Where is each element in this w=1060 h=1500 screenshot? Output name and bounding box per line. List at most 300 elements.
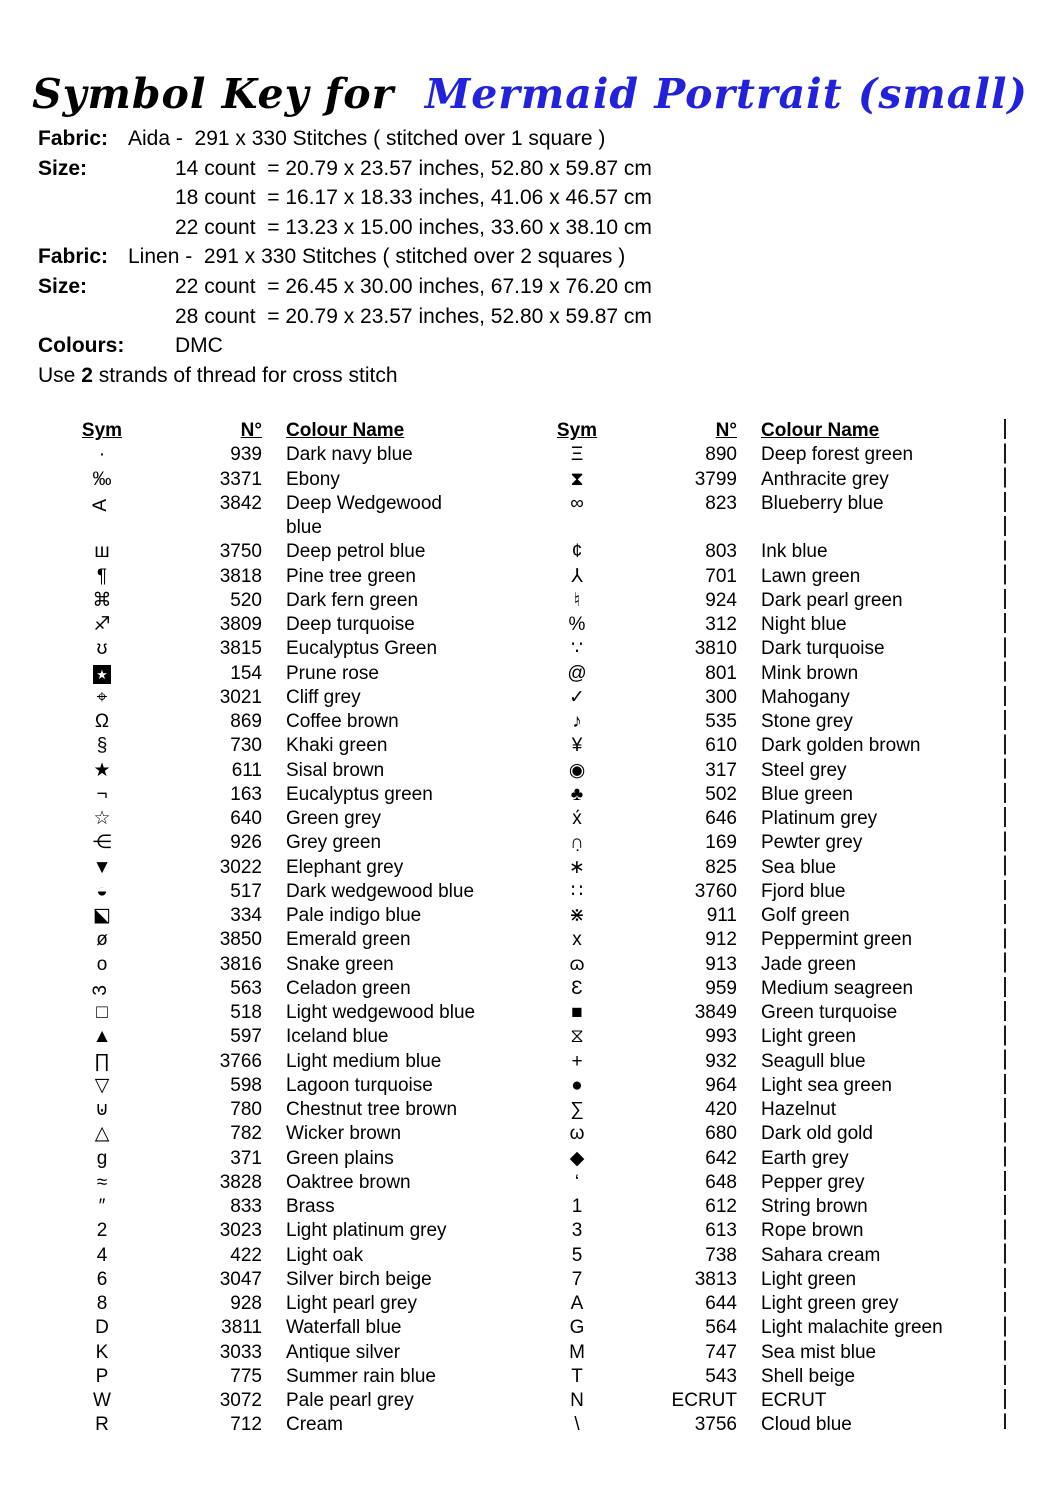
colour-name-cell: Light green grey xyxy=(761,1293,899,1314)
stitch-symbol-glyph: ∷ xyxy=(570,880,584,902)
dmc-number-cell: 300 xyxy=(705,686,737,708)
table-row xyxy=(62,953,536,977)
table-row xyxy=(62,783,536,807)
stitch-symbol-glyph: @ xyxy=(567,662,587,684)
symbol-cell xyxy=(537,831,617,855)
table-row xyxy=(537,783,1007,807)
table-row xyxy=(62,492,536,541)
colour-name-cell: Stone grey xyxy=(761,711,853,732)
symbol-cell xyxy=(62,831,142,855)
colour-name-cell: Light platinum grey xyxy=(286,1220,447,1242)
symbol-cell xyxy=(537,1413,617,1437)
info-line xyxy=(38,361,652,391)
symbol-cell xyxy=(62,1365,142,1389)
colour-name-cell: Light medium blue xyxy=(286,1050,442,1072)
table-row xyxy=(62,468,536,492)
dmc-number-cell: 803 xyxy=(705,541,737,563)
dmc-number-cell: 169 xyxy=(705,832,737,854)
table-row xyxy=(537,1074,1007,1098)
symbol-cell xyxy=(537,613,617,637)
stitch-symbol-glyph: M xyxy=(569,1341,585,1363)
symbol-cell xyxy=(537,1316,617,1340)
table-row xyxy=(537,1389,1007,1413)
dmc-number-cell: 3811 xyxy=(221,1317,262,1339)
info-line xyxy=(38,331,652,361)
stitch-symbol-glyph: ◉ xyxy=(568,759,586,781)
dmc-number-cell: 610 xyxy=(705,735,737,757)
stitch-symbol-glyph: 2 xyxy=(96,1220,108,1242)
stitch-symbol-glyph: □ xyxy=(96,1002,108,1023)
dmc-number-cell: 3850 xyxy=(219,929,262,951)
dmc-number-cell: 701 xyxy=(705,565,737,587)
symbol-cell xyxy=(62,1292,142,1316)
symbol-cell xyxy=(62,807,142,831)
dmc-number-cell: 154 xyxy=(230,662,262,684)
colour-name-cell: Cliff grey xyxy=(286,686,361,708)
stitch-symbol-glyph: o xyxy=(96,953,108,975)
stitch-symbol-glyph: g xyxy=(96,1147,108,1169)
dmc-number-cell: 3047 xyxy=(219,1268,262,1290)
header-num: N° xyxy=(240,420,262,441)
info-line xyxy=(38,213,652,243)
table-row xyxy=(537,540,1007,564)
symbol-cell xyxy=(537,904,617,928)
stitch-symbol-glyph: ▲ xyxy=(92,1026,112,1048)
colour-name-cell: Silver birch beige xyxy=(286,1268,432,1290)
symbol-cell xyxy=(537,856,617,880)
info-text: 14 count = 20.79 x 23.57 inches, 52.80 x 59.87 cm xyxy=(175,156,652,180)
stitch-symbol-glyph: ∗ xyxy=(569,856,585,878)
symbol-table-left-column xyxy=(62,419,536,1438)
symbol-cell xyxy=(537,686,617,710)
symbol-cell xyxy=(537,1219,617,1243)
colour-name-cell: Brass xyxy=(286,1196,335,1217)
info-text xyxy=(38,361,398,391)
colour-name-cell: Pale pearl grey xyxy=(286,1390,414,1411)
stitch-symbol-glyph: 7 xyxy=(571,1268,583,1290)
dmc-number-cell: 644 xyxy=(705,1293,737,1314)
dmc-number-cell: 775 xyxy=(230,1365,262,1387)
info-text: 22 count = 13.23 x 15.00 inches, 33.60 x 38.10 cm xyxy=(175,215,652,239)
stitch-symbol-glyph: \ xyxy=(574,1414,580,1436)
info-label: Size: xyxy=(38,274,88,298)
stitch-symbol-glyph: ★ xyxy=(93,759,111,781)
dmc-number-cell: 3371 xyxy=(219,468,262,490)
colour-name-cell: Golf green xyxy=(761,905,850,926)
stitch-symbol-glyph: ☆ xyxy=(93,808,111,829)
symbol-cell xyxy=(537,1074,617,1098)
symbol-cell xyxy=(62,1074,142,1098)
stitch-symbol-glyph: ø xyxy=(96,929,108,951)
stitch-symbol-glyph: ω xyxy=(569,1123,585,1145)
table-row xyxy=(537,1341,1007,1365)
header-sym: Sym xyxy=(81,420,123,441)
dmc-number-cell: 3760 xyxy=(694,880,737,902)
table-row xyxy=(62,540,536,564)
info-text: DMC xyxy=(175,334,223,358)
symbol-cell xyxy=(62,1147,142,1171)
table-row xyxy=(537,565,1007,589)
symbol-cell xyxy=(62,904,142,928)
stitch-symbol-glyph: ♪ xyxy=(572,711,582,732)
symbol-cell xyxy=(62,783,142,807)
dmc-number-cell: 163 xyxy=(230,783,262,805)
dmc-number-cell: 371 xyxy=(230,1147,262,1169)
table-row xyxy=(537,1050,1007,1074)
info-line xyxy=(38,124,652,154)
dmc-number-cell: 747 xyxy=(705,1341,737,1363)
dmc-number-cell: 520 xyxy=(230,589,262,611)
symbol-cell xyxy=(62,953,142,977)
stitch-symbol-glyph: § xyxy=(96,735,108,757)
colour-name-cell: Steel grey xyxy=(761,759,847,781)
symbol-cell xyxy=(62,710,142,734)
table-row xyxy=(537,686,1007,710)
dmc-number-cell: 543 xyxy=(705,1365,737,1387)
colour-name-cell: Coffee brown xyxy=(286,711,399,732)
dmc-number-cell: 3813 xyxy=(694,1268,737,1290)
info-label: Fabric: xyxy=(38,127,109,150)
table-row xyxy=(62,637,536,661)
stitch-symbol-glyph: ◪ xyxy=(93,905,111,926)
colour-name-cell: Prune rose xyxy=(286,662,379,684)
symbol-cell xyxy=(537,468,617,492)
table-row xyxy=(62,1195,536,1219)
dmc-number-cell: 890 xyxy=(705,444,737,466)
symbol-cell xyxy=(62,1244,142,1268)
table-row xyxy=(62,831,536,855)
dmc-number-cell: 3023 xyxy=(219,1220,262,1242)
table-row xyxy=(62,928,536,952)
colour-name-cell: Light pearl grey xyxy=(286,1293,417,1314)
symbol-cell xyxy=(62,1025,142,1049)
colour-name-cell: Sahara cream xyxy=(761,1244,881,1266)
colour-name-cell: Jade green xyxy=(761,953,857,975)
dmc-number-cell: 3799 xyxy=(694,468,737,490)
stitch-symbol-glyph: ∞ xyxy=(570,492,584,514)
dmc-number-cell: 680 xyxy=(705,1123,737,1145)
dmc-number-cell: 869 xyxy=(230,711,262,732)
table-row xyxy=(537,443,1007,467)
colour-name-cell: Anthracite grey xyxy=(761,468,889,490)
table-row xyxy=(62,589,536,613)
dmc-number-cell: ECRUT xyxy=(671,1390,737,1411)
colour-name-cell: Light green xyxy=(761,1268,857,1290)
table-row xyxy=(537,710,1007,734)
stitch-symbol-glyph: Ɛ xyxy=(571,977,583,999)
colour-name-cell: Iceland blue xyxy=(286,1026,389,1048)
colour-name-cell: Emerald green xyxy=(286,929,411,951)
colour-name-cell: Pepper grey xyxy=(761,1171,865,1193)
colour-name-cell: Summer rain blue xyxy=(286,1365,436,1387)
dmc-number-cell: 964 xyxy=(705,1074,737,1096)
stitch-symbol-glyph: ✓ xyxy=(569,686,585,708)
dmc-number-cell: 782 xyxy=(230,1123,262,1145)
symbol-cell xyxy=(62,443,142,467)
colour-name-cell: Green plains xyxy=(286,1147,394,1169)
colour-name-wrapped: Deep Wedgewood blue xyxy=(286,492,442,538)
table-row xyxy=(62,1244,536,1268)
colour-name-cell: Pewter grey xyxy=(761,832,863,854)
symbol-cell xyxy=(537,516,617,540)
dmc-number-cell: 3815 xyxy=(219,638,262,660)
dmc-number-cell: 3756 xyxy=(694,1414,737,1436)
symbol-cell xyxy=(537,1050,617,1074)
dmc-number-cell: 3849 xyxy=(694,1002,737,1023)
stitch-symbol-glyph: ″ xyxy=(98,1196,106,1217)
table-row xyxy=(537,1171,1007,1195)
dmc-number-cell: 3072 xyxy=(219,1390,262,1411)
symbol-cell xyxy=(62,856,142,880)
dmc-number-cell: 912 xyxy=(705,929,737,951)
symbol-cell xyxy=(62,1268,142,1292)
table-row xyxy=(62,807,536,831)
colour-name-cell: Lawn green xyxy=(761,565,861,587)
stitch-symbol-glyph: 8 xyxy=(96,1293,108,1314)
symbol-cell xyxy=(62,1098,142,1122)
stitch-symbol-glyph: K xyxy=(95,1341,109,1363)
colour-name-cell: Green turquoise xyxy=(761,1002,898,1023)
colour-name-cell: Night blue xyxy=(761,614,847,635)
stitch-symbol-glyph: 4 xyxy=(96,1244,108,1266)
header-sym: Sym xyxy=(556,420,598,441)
page-edge-dashed-line xyxy=(1004,419,1006,1429)
header-colour-name: Colour Name xyxy=(761,420,880,441)
colour-name-cell: Cloud blue xyxy=(761,1414,852,1436)
stitch-symbol-glyph: ¶ xyxy=(96,565,108,587)
colour-name-cell: Lagoon turquoise xyxy=(286,1074,433,1096)
colour-name-cell: Oaktree brown xyxy=(286,1171,411,1193)
stitch-symbol-glyph: G xyxy=(569,1317,585,1339)
symbol-cell xyxy=(537,1244,617,1268)
colour-name-cell: Fjord blue xyxy=(761,880,846,902)
symbol-cell xyxy=(62,1219,142,1243)
stitch-symbol-glyph: A xyxy=(89,498,111,512)
table-row xyxy=(537,1219,1007,1243)
dmc-number-cell: 3818 xyxy=(219,565,262,587)
symbol-cell xyxy=(62,468,142,492)
stitch-symbol-glyph: · xyxy=(98,444,106,466)
info-label: Fabric: xyxy=(38,245,109,269)
dmc-number-cell: 317 xyxy=(705,759,737,781)
colour-name-cell: Dark fern green xyxy=(286,589,419,611)
table-row xyxy=(537,662,1007,686)
symbol-cell xyxy=(62,928,142,952)
symbol-cell xyxy=(537,1195,617,1219)
colour-name-cell: Sea mist blue xyxy=(761,1341,877,1363)
table-row xyxy=(62,880,536,904)
table-row xyxy=(537,613,1007,637)
colour-name-cell: Mahogany xyxy=(761,686,850,708)
symbol-cell xyxy=(537,977,617,1001)
colour-name-cell: Dark golden brown xyxy=(761,735,921,757)
stitch-symbol-glyph: ♐ xyxy=(93,614,111,635)
stitch-symbol-glyph: ɷ xyxy=(569,953,585,975)
title-pattern-name: Mermaid Portrait (small) xyxy=(424,70,1028,118)
colour-name-cell: Deep forest green xyxy=(761,444,914,466)
symbol-cell xyxy=(62,686,142,710)
table-row xyxy=(62,856,536,880)
symbol-cell xyxy=(537,589,617,613)
symbol-cell xyxy=(537,880,617,904)
symbol-cell xyxy=(537,565,617,589)
colour-name-cell: Dark wedgewood blue xyxy=(286,880,475,902)
table-row xyxy=(62,1147,536,1171)
dmc-number-cell: 3033 xyxy=(219,1341,262,1363)
table-row xyxy=(537,516,1007,540)
info-text: 28 count = 20.79 x 23.57 inches, 52.80 x 59.87 cm xyxy=(175,304,652,328)
symbol-cell xyxy=(62,1050,142,1074)
colour-name-cell: Elephant grey xyxy=(286,856,404,878)
colour-name-cell: Seagull blue xyxy=(761,1050,866,1072)
stitch-symbol-glyph: ≈ xyxy=(96,1171,108,1193)
colour-name-cell: Light oak xyxy=(286,1244,364,1266)
table-row xyxy=(62,1413,536,1437)
dmc-number-cell: 611 xyxy=(231,759,262,781)
colour-name-cell: Dark turquoise xyxy=(761,638,885,660)
stitch-symbol-glyph: N xyxy=(570,1390,584,1411)
symbol-cell xyxy=(62,759,142,783)
symbol-cell xyxy=(537,443,617,467)
symbol-cell xyxy=(537,637,617,661)
colour-name-cell: Waterfall blue xyxy=(286,1317,402,1339)
info-label xyxy=(38,302,175,332)
symbol-cell xyxy=(537,1365,617,1389)
table-row xyxy=(537,1365,1007,1389)
info-label xyxy=(38,183,175,213)
stitch-symbol-glyph: R xyxy=(95,1414,109,1436)
dmc-number-cell: 502 xyxy=(705,783,737,805)
info-label: Colours: xyxy=(38,334,125,358)
symbol-table-right-column xyxy=(537,419,1007,1438)
symbol-cell xyxy=(537,928,617,952)
stitch-symbol-glyph: ∏ xyxy=(94,1050,110,1072)
colour-name-cell: Green grey xyxy=(286,808,382,829)
stitch-symbol-glyph: ■ xyxy=(571,1002,583,1023)
colour-name-cell: Dark pearl green xyxy=(761,589,903,611)
table-row xyxy=(62,613,536,637)
stitch-symbol-glyph: ⌘ xyxy=(92,589,112,611)
dmc-number-cell: 3842 xyxy=(219,492,262,514)
colour-name-cell: Khaki green xyxy=(286,735,388,757)
symbol-cell xyxy=(62,1413,142,1437)
dmc-number-cell: 597 xyxy=(230,1026,262,1048)
colour-name-cell: Eucalyptus Green xyxy=(286,638,438,660)
stitch-symbol-glyph: ⌖ xyxy=(96,686,108,708)
table-row xyxy=(62,1025,536,1049)
table-row xyxy=(62,1365,536,1389)
symbol-cell xyxy=(62,977,142,1001)
table-row xyxy=(537,734,1007,758)
symbol-cell xyxy=(537,1122,617,1146)
symbol-cell xyxy=(62,1316,142,1340)
symbol-cell xyxy=(62,1122,142,1146)
dmc-number-cell: 3809 xyxy=(219,614,262,635)
stitch-symbol-glyph: + xyxy=(571,1050,583,1072)
symbol-cell xyxy=(537,1292,617,1316)
table-row xyxy=(537,492,1007,516)
stitch-symbol-glyph: ‰ xyxy=(92,468,112,490)
symbol-cell xyxy=(62,734,142,758)
table-row xyxy=(62,1219,536,1243)
stitch-symbol-glyph: ⧗ xyxy=(570,468,584,490)
table-row xyxy=(537,1268,1007,1292)
colour-name-cell: Peppermint green xyxy=(761,929,913,951)
stitch-symbol-glyph: % xyxy=(568,614,586,635)
symbol-cell xyxy=(62,880,142,904)
table-row xyxy=(537,1001,1007,1025)
colour-name-cell: Light green xyxy=(761,1026,857,1048)
symbol-cell xyxy=(537,807,617,831)
table-row xyxy=(62,710,536,734)
table-row xyxy=(537,1195,1007,1219)
dmc-number-cell: 913 xyxy=(705,953,737,975)
stitch-symbol-glyph: 1 xyxy=(571,1196,583,1217)
symbol-cell xyxy=(62,1195,142,1219)
table-row xyxy=(537,807,1007,831)
dmc-number-cell: 518 xyxy=(230,1002,262,1023)
table-row xyxy=(537,1098,1007,1122)
dmc-number-cell: 646 xyxy=(705,808,737,829)
stitch-symbol-glyph: ◒ xyxy=(96,880,108,902)
dmc-number-cell: 993 xyxy=(705,1026,737,1048)
table-row xyxy=(537,1147,1007,1171)
colour-name-cell: Sea blue xyxy=(761,856,837,878)
info-text: Aida - 291 x 330 Stitches ( stitched over 1 square ) xyxy=(128,127,606,150)
table-row xyxy=(62,734,536,758)
info-text: 22 count = 26.45 x 30.00 inches, 67.19 x 76.20 cm xyxy=(175,274,652,298)
dmc-number-cell: 3022 xyxy=(219,856,262,878)
symbol-cell xyxy=(537,662,617,686)
dmc-number-cell: 648 xyxy=(705,1171,737,1193)
colour-name-cell: Pine tree green xyxy=(286,565,416,587)
stitch-symbol-glyph: △ xyxy=(94,1123,110,1145)
symbol-cell xyxy=(537,1025,617,1049)
stitch-symbol-glyph: ¬ xyxy=(96,783,108,805)
title-prefix: Symbol Key for xyxy=(32,70,425,118)
table-row xyxy=(62,443,536,467)
stitch-symbol-glyph: ‘ xyxy=(574,1171,580,1193)
info-text-part: Use xyxy=(38,363,82,387)
stitch-symbol-glyph: 3 xyxy=(89,984,111,996)
table-row xyxy=(62,1341,536,1365)
stitch-symbol-glyph: ∩̣ xyxy=(570,832,584,854)
stitch-symbol-glyph: ¥ xyxy=(571,735,583,757)
symbol-cell xyxy=(62,1389,142,1413)
dmc-number-cell: 564 xyxy=(705,1317,737,1339)
symbol-cell xyxy=(537,734,617,758)
colour-name-cell: Antique silver xyxy=(286,1341,401,1363)
info-text-bold: 2 xyxy=(81,363,93,387)
dmc-number-cell: 420 xyxy=(705,1099,737,1120)
colour-name-cell: Dark navy blue xyxy=(286,444,413,466)
dmc-number-cell: 612 xyxy=(705,1196,737,1217)
stitch-symbol-glyph: Ξ xyxy=(570,444,584,466)
colour-name-cell: Rope brown xyxy=(761,1220,864,1242)
dmc-number-cell: 911 xyxy=(706,905,737,926)
info-label xyxy=(38,213,175,243)
colour-name-cell: Light malachite green xyxy=(761,1317,943,1339)
stitch-symbol-glyph: T xyxy=(571,1365,583,1387)
colour-name-cell: Ink blue xyxy=(761,541,828,563)
table-row xyxy=(62,1098,536,1122)
stitch-symbol-glyph: 6 xyxy=(96,1268,108,1290)
page-title xyxy=(0,70,1060,118)
dmc-number-cell: 312 xyxy=(705,614,737,635)
symbol-cell xyxy=(62,492,142,516)
dmc-number-cell: 3810 xyxy=(694,638,737,660)
dmc-number-cell: 801 xyxy=(705,662,737,684)
